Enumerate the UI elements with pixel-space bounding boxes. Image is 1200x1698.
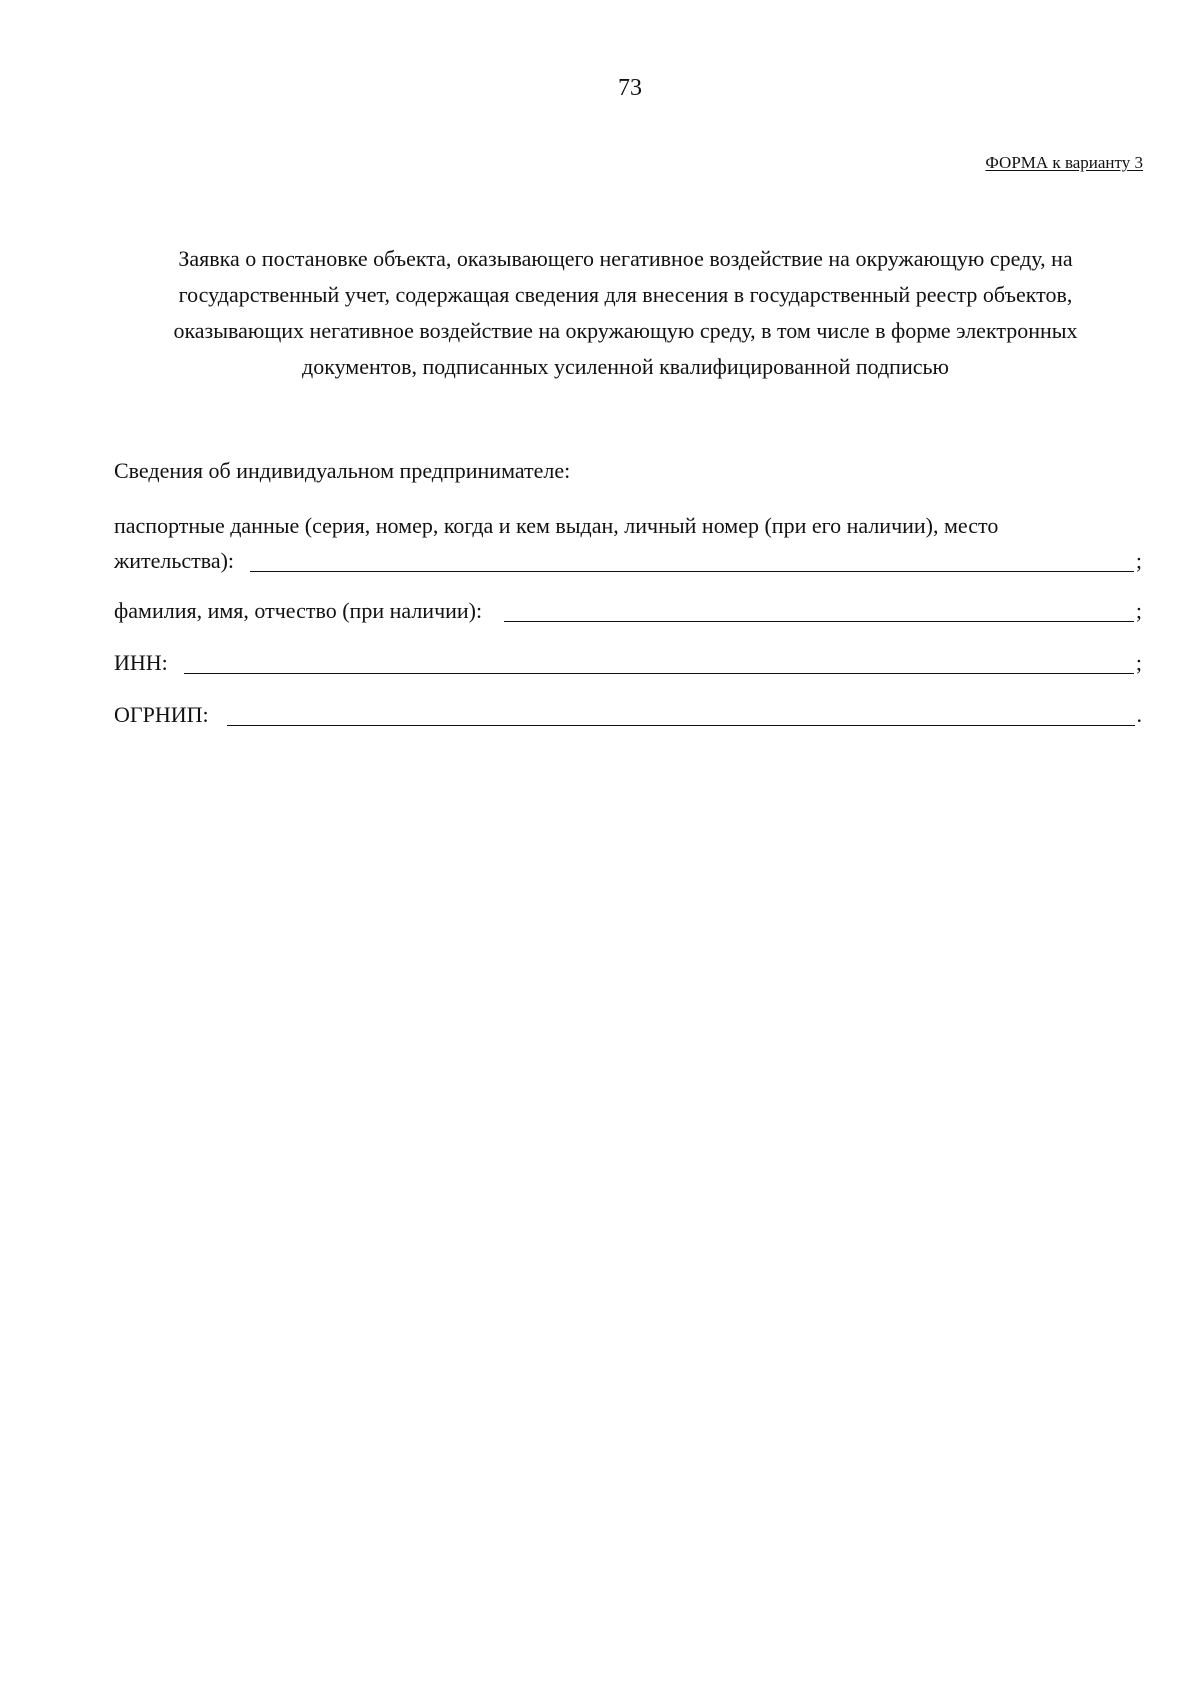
- passport-field: [114, 512, 1142, 575]
- title-line-4: документов, подписанных усиленной квалифицированной подписью: [302, 354, 949, 379]
- page-number: 73: [618, 75, 642, 101]
- inn-input-line[interactable]: [184, 651, 1134, 674]
- ogrnip-input-line[interactable]: [227, 703, 1135, 726]
- ogrnip-terminator: .: [1136, 702, 1142, 727]
- passport-input-line[interactable]: [250, 549, 1134, 572]
- section-heading: Сведения об индивидуальном предпринимателе:: [114, 458, 571, 483]
- ogrnip-field: [114, 701, 1142, 729]
- passport-terminator: ;: [1135, 548, 1142, 573]
- full-name-row: [114, 597, 1142, 625]
- title-line-1: Заявка о постановке объекта, оказывающего негативное воздействие на окружающую среду, на: [178, 246, 1073, 271]
- inn-label: ИНН:: [114, 650, 168, 675]
- title-line-2: государственный учет, содержащая сведения для внесения в государственный реестр объектов,: [178, 282, 1073, 307]
- passport-row: [114, 547, 1142, 575]
- full-name-terminator: ;: [1135, 598, 1142, 623]
- ogrnip-label: ОГРНИП:: [114, 702, 209, 727]
- inn-field: [114, 649, 1142, 677]
- full-name-input-line[interactable]: [504, 599, 1134, 622]
- passport-label-line-2: жительства):: [114, 548, 235, 573]
- passport-label-line-1: паспортные данные (серия, номер, когда и кем выдан, личный номер (при его наличии), место: [114, 513, 999, 538]
- inn-row: [114, 649, 1142, 677]
- form-reference: ФОРМА к варианту 3: [985, 153, 1143, 172]
- full-name-label: фамилия, имя, отчество (при наличии):: [114, 598, 483, 623]
- document-title: [118, 241, 1133, 385]
- ogrnip-row: [114, 701, 1142, 729]
- full-name-field: [114, 597, 1142, 625]
- inn-terminator: ;: [1135, 650, 1142, 675]
- title-line-3: оказывающих негативное воздействие на окружающую среду, в том числе в форме электронных: [173, 318, 1078, 343]
